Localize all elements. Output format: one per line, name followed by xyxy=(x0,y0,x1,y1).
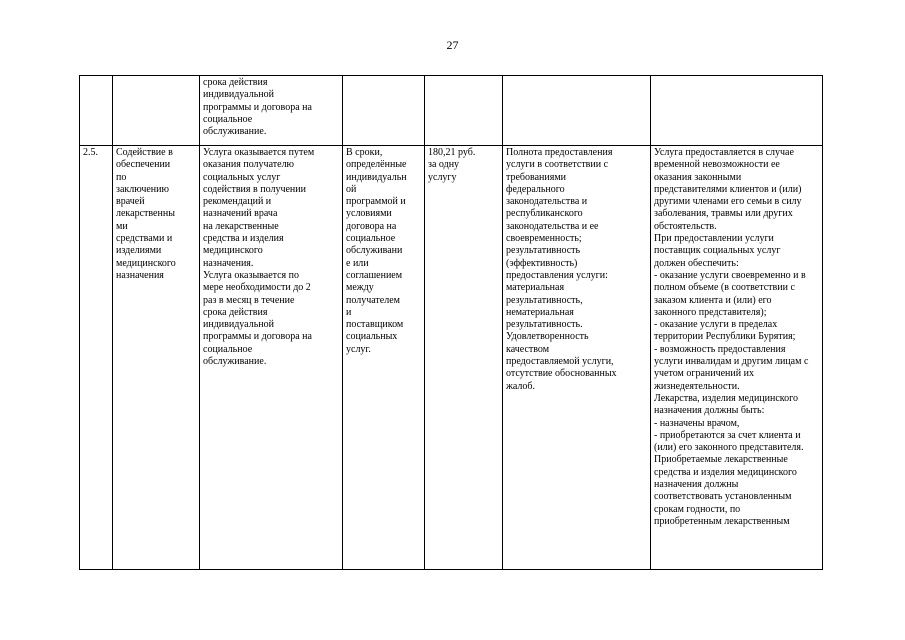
cell-text-line: изделиями xyxy=(116,245,162,257)
cell-text-line: срока действия xyxy=(203,77,268,88)
cell-number xyxy=(80,146,113,570)
cell-text-line: 2.5. xyxy=(83,147,98,158)
cell-text-line: поставщиком xyxy=(346,319,404,331)
cell-text-line: оказания законными xyxy=(654,171,742,183)
cell-text-line: другими членами его семьи в силу xyxy=(654,196,802,208)
cell-text-line: обслуживание. xyxy=(203,126,267,138)
cell-text-line: учетом ограничений их xyxy=(654,368,754,380)
cell-text-line: результативность. xyxy=(506,319,583,331)
cell-text-line: соответствовать установленным xyxy=(654,491,792,503)
cell-text-line: своевременность; xyxy=(506,233,582,245)
cell-text-line: определённые xyxy=(346,159,407,171)
cell-text-line: и xyxy=(346,306,352,318)
cell-text-line: социальных услуг xyxy=(203,171,281,183)
cell-text-line: заказом клиента и (или) его xyxy=(654,294,772,306)
cell-text-line: республиканского xyxy=(506,208,583,220)
cell-text-line: соглашением xyxy=(346,269,403,281)
cell-text-line: - возможность предоставления xyxy=(654,343,786,355)
cell-text-line: услуг. xyxy=(346,343,371,355)
cell-text-line: Полнота предоставления xyxy=(506,147,613,158)
cell-text-line: нематериальная xyxy=(506,306,574,318)
cell-text-line: программой и xyxy=(346,196,406,208)
services-table xyxy=(79,75,823,570)
cell-text-line: приобретенным лекарственным xyxy=(654,515,790,527)
cell-text-line: жизнедеятельности. xyxy=(654,380,740,392)
cell-text-line: получателем xyxy=(346,294,400,306)
cell-text-line: законодательства и ее xyxy=(506,220,599,232)
cell-text-line: рекомендаций и xyxy=(203,196,272,208)
cell-text-line: В сроки, xyxy=(346,147,383,158)
cell-text-line: территории Республики Бурятия; xyxy=(654,331,796,343)
cell-text-line: обстоятельств. xyxy=(654,220,717,232)
cell-text-line: ми xyxy=(116,220,128,232)
cell-text-line: врачей xyxy=(116,196,145,208)
cell-service-description xyxy=(200,76,343,146)
table-row xyxy=(80,146,823,570)
cell-text-line: социальное xyxy=(203,113,253,125)
cell-text-line: медицинского xyxy=(203,245,263,257)
page-number: 27 xyxy=(446,38,459,52)
cell-text-line: - оказание услуги в пределах xyxy=(654,319,778,331)
cell-text-line: за одну xyxy=(428,159,460,171)
cell-text-line: (эффективность) xyxy=(506,257,578,269)
cell-text-line: результативность xyxy=(506,245,581,257)
cell-text-line: услуги в соответствии с xyxy=(506,159,609,171)
cell-text-line: условиями xyxy=(346,208,392,220)
cell-service-name xyxy=(113,146,200,570)
cell-text-line: обеспечении xyxy=(116,159,171,171)
cell-text-line: мере необходимости до 2 xyxy=(203,282,311,294)
cell-number xyxy=(80,76,113,146)
cell-text-line: назначения должны быть: xyxy=(654,405,765,417)
cell-text-line: социальное xyxy=(203,343,253,355)
cell-text-line: ой xyxy=(346,183,357,195)
cell-text-line: на лекарственные xyxy=(203,220,279,232)
cell-text-line: представителями клиентов и (или) xyxy=(654,183,802,195)
cell-text-line: индивидуальной xyxy=(203,319,274,331)
cell-text-line: предоставления услуги: xyxy=(506,269,608,281)
cell-text-line: средствами и xyxy=(116,233,173,245)
cell-text-line: качеством xyxy=(506,343,550,355)
cell-service-conditions xyxy=(651,76,823,146)
cell-text-line: программы и договора на xyxy=(203,101,312,113)
cell-text-line: социальное xyxy=(346,233,396,245)
cell-text-line: е или xyxy=(346,257,369,269)
cell-text-line: программы и договора на xyxy=(203,331,312,343)
cell-service-conditions xyxy=(651,146,823,570)
cell-text-line: обслуживание. xyxy=(203,356,267,368)
cell-text-line: назначений врача xyxy=(203,208,278,220)
cell-service-terms xyxy=(343,146,425,570)
cell-text-line: услугу xyxy=(428,171,457,183)
cell-service-terms xyxy=(343,76,425,146)
cell-text-line: средства и изделия медицинского xyxy=(654,466,797,478)
cell-text-line: заключению xyxy=(116,183,169,195)
cell-text-line: При предоставлении услуги xyxy=(654,233,774,245)
cell-text-line: по xyxy=(116,171,127,183)
cell-text-line: услуги инвалидам и другим лицам с xyxy=(654,356,809,368)
cell-text-line: обслуживани xyxy=(346,245,403,257)
cell-text-line: временной невозможности ее xyxy=(654,159,780,171)
cell-text-line: раз в месяц в течение xyxy=(203,294,295,306)
cell-text-line: срокам годности, по xyxy=(654,503,741,515)
cell-text-line: оказания получателю xyxy=(203,159,295,171)
cell-text-line: материальная xyxy=(506,282,565,294)
cell-text-line: Приобретаемые лекарственные xyxy=(654,454,788,466)
cell-text-line: средства и изделия xyxy=(203,233,284,245)
cell-text-line: требованиями xyxy=(506,171,567,183)
cell-quality-indicators xyxy=(503,146,651,570)
cell-text-line: Услуга оказывается по xyxy=(203,269,300,281)
cell-text-line: индивидуальной xyxy=(203,89,274,101)
cell-text-line: законодательства и xyxy=(506,196,588,208)
cell-text-line: Содействие в xyxy=(116,147,173,158)
cell-text-line: заболевания, травмы или других xyxy=(654,208,793,220)
cell-text-line: федерального xyxy=(506,183,565,195)
cell-text-line: Лекарства, изделия медицинского xyxy=(654,392,798,404)
cell-text-line: - назначены врачом, xyxy=(654,417,740,429)
cell-text-line: должен обеспечить: xyxy=(654,257,739,269)
cell-text-line: между xyxy=(346,282,374,294)
cell-text-line: назначения xyxy=(116,269,164,281)
cell-text-line: (или) его законного представителя. xyxy=(654,442,804,454)
cell-text-line: содействия в получении xyxy=(203,183,306,195)
cell-text-line: социальных xyxy=(346,331,398,343)
cell-text-line: назначения. xyxy=(203,257,254,269)
cell-text-line: полном объеме (в соответствии с xyxy=(654,282,795,294)
cell-text-line: 180,21 руб. xyxy=(428,147,476,158)
cell-text-line: - приобретаются за счет клиента и xyxy=(654,429,801,441)
cell-service-description xyxy=(200,146,343,570)
cell-text-line: срока действия xyxy=(203,306,268,318)
cell-text-line: - оказание услуги своевременно и в xyxy=(654,269,806,281)
cell-text-line: лекарственны xyxy=(116,208,175,220)
cell-service-price xyxy=(425,146,503,570)
cell-text-line: индивидуальн xyxy=(346,171,407,183)
cell-text-line: договора на xyxy=(346,220,397,232)
cell-quality-indicators xyxy=(503,76,651,146)
cell-text-line: результативность, xyxy=(506,294,583,306)
cell-service-name xyxy=(113,76,200,146)
cell-text-line: отсутствие обоснованных xyxy=(506,368,617,380)
cell-text-line: предоставляемой услуги, xyxy=(506,356,614,368)
cell-text-line: назначения должны xyxy=(654,479,739,491)
cell-text-line: Услуга оказывается путем xyxy=(203,147,315,158)
table-row xyxy=(80,76,823,146)
cell-text-line: Удовлетворенность xyxy=(506,331,589,343)
cell-text-line: жалоб. xyxy=(506,380,536,392)
cell-text-line: медицинского xyxy=(116,257,176,269)
cell-service-price xyxy=(425,76,503,146)
cell-text-line: поставщик социальных услуг xyxy=(654,245,781,257)
cell-text-line: законного представителя); xyxy=(654,306,767,318)
cell-text-line: Услуга предоставляется в случае xyxy=(654,147,794,158)
